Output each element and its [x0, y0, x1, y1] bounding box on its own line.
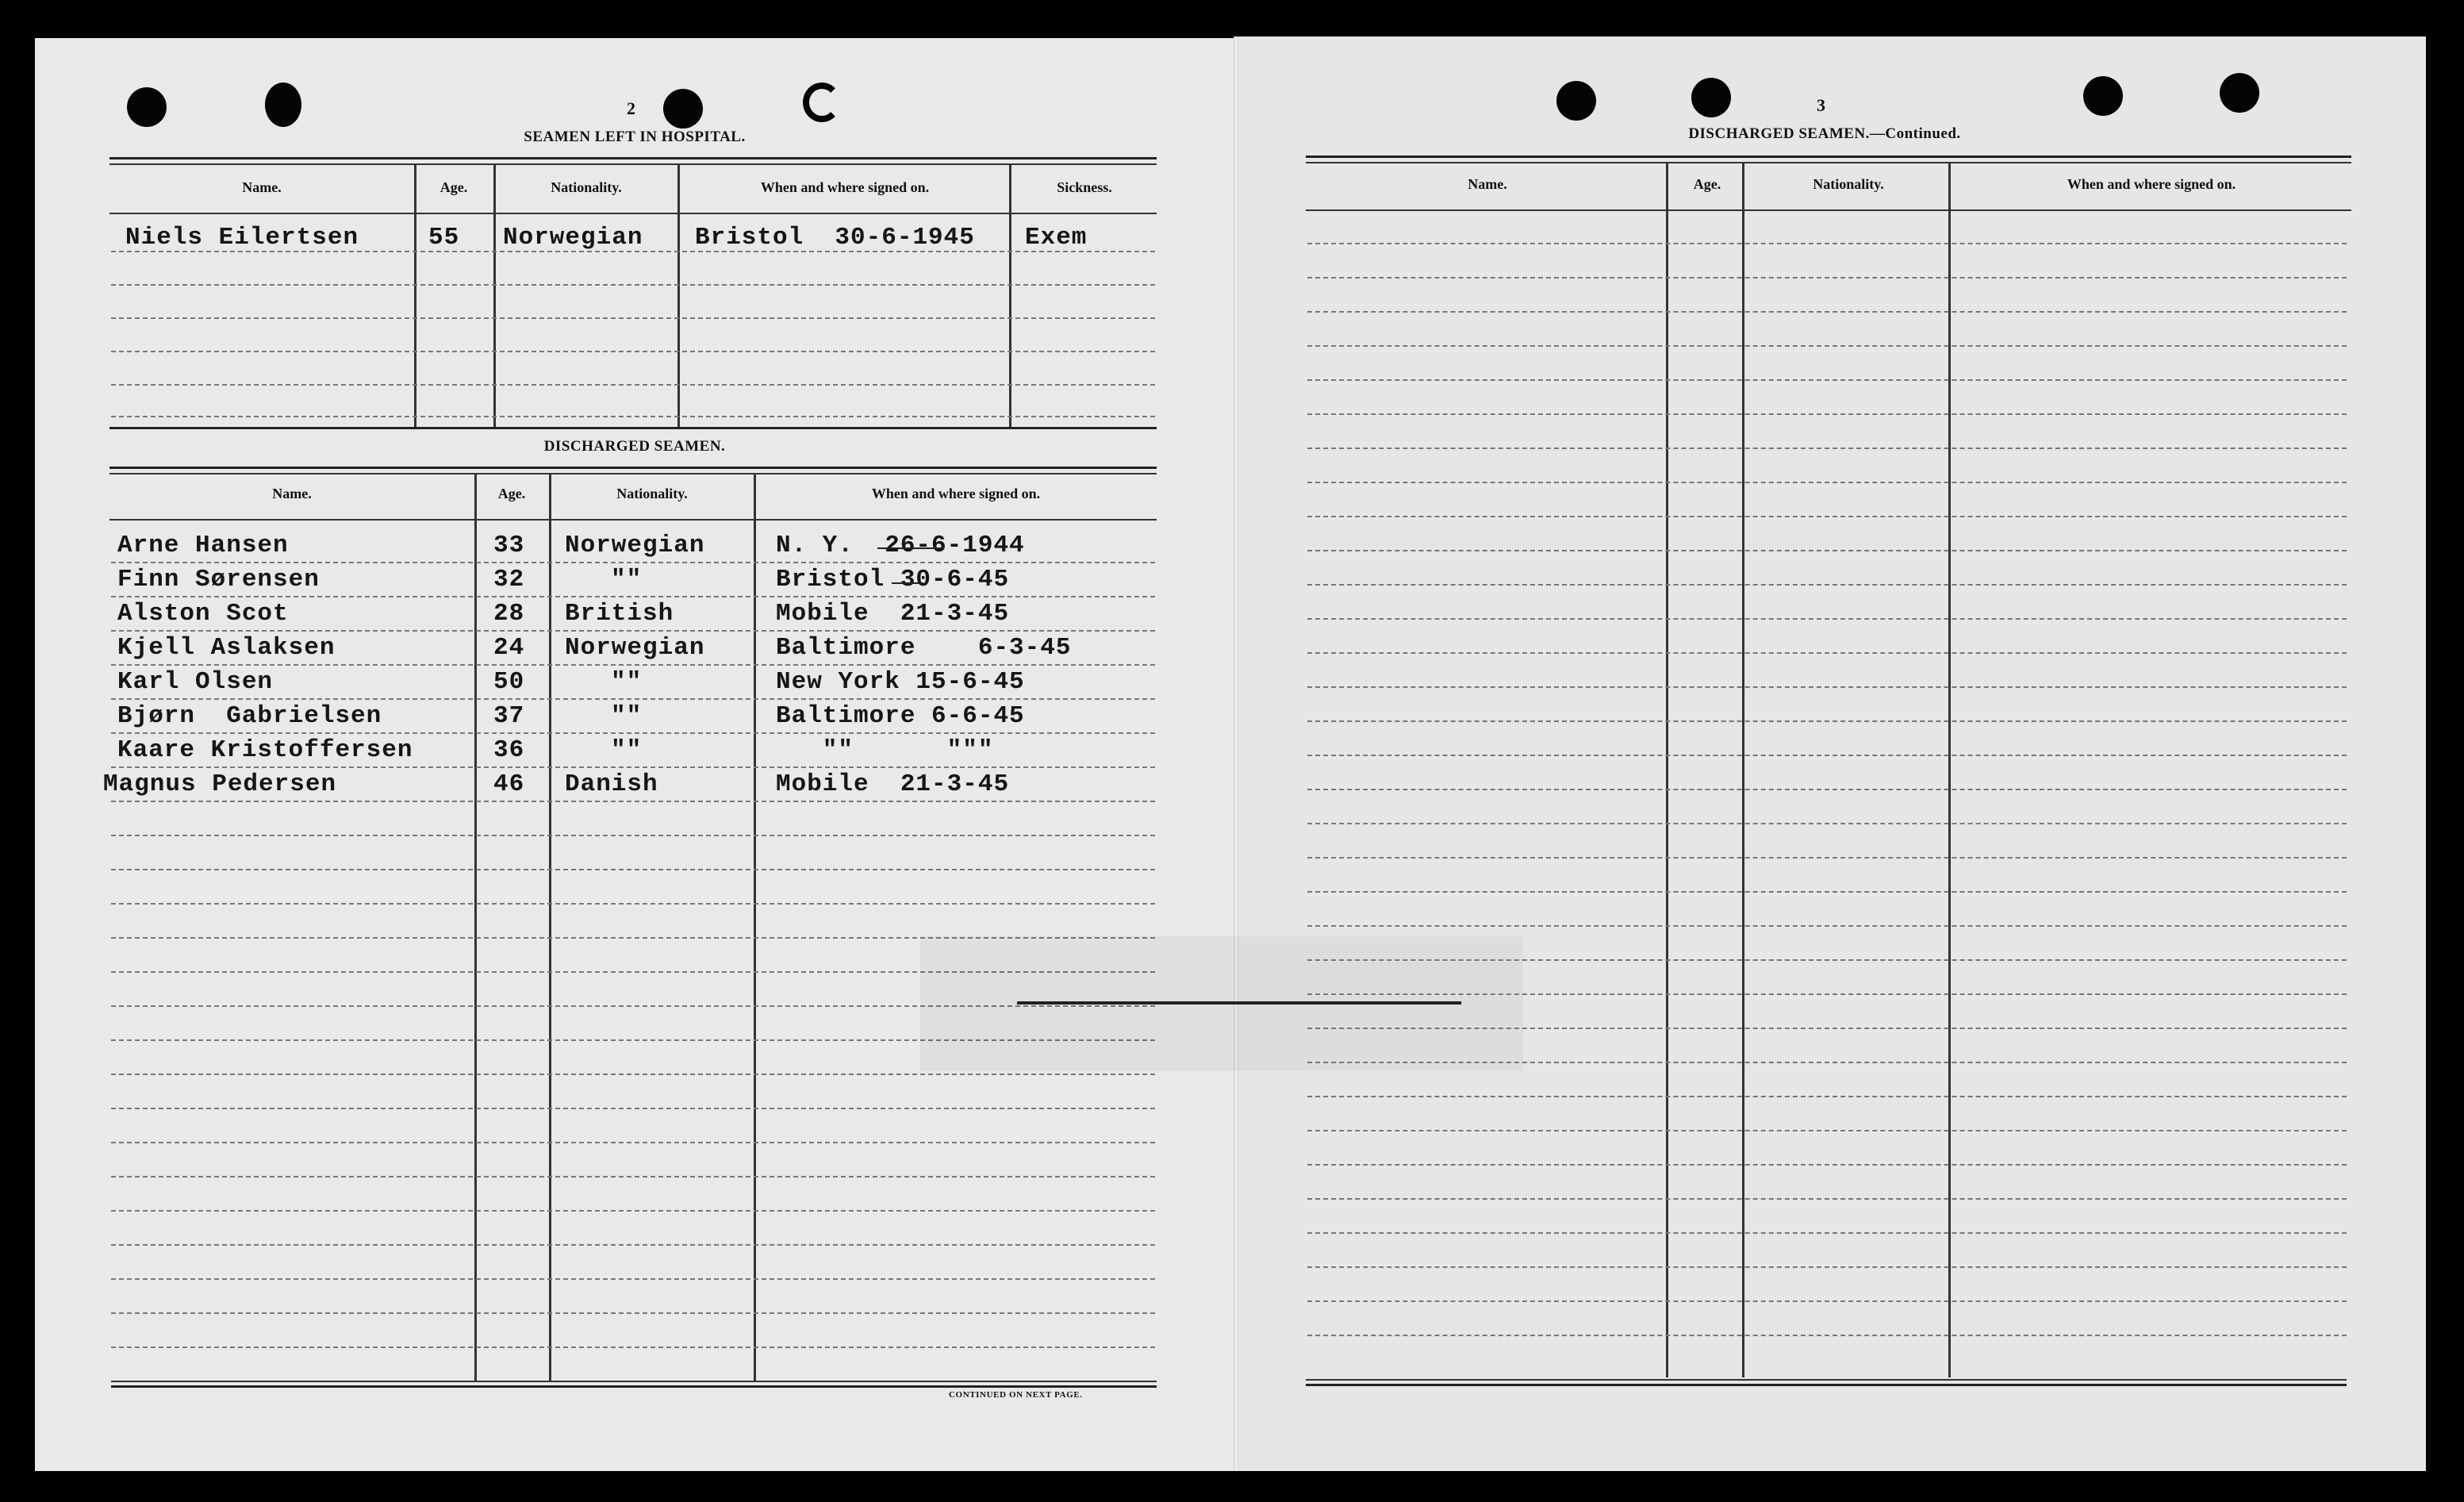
row-line: [1307, 1266, 2347, 1268]
discharged-name: Arne Hansen: [117, 532, 289, 559]
row-line: [1307, 925, 2347, 927]
col-nationality: Nationality.: [616, 486, 688, 501]
row-line: [1307, 311, 2347, 313]
discharged-age: 50: [493, 668, 525, 696]
page-number: 3: [1817, 95, 1825, 115]
row-line: [1307, 482, 2347, 483]
row-line: [1307, 891, 2347, 893]
col-age: Age.: [497, 486, 526, 501]
col-divider: [677, 165, 680, 427]
row-line: [111, 351, 1155, 352]
row-line: [111, 1142, 1155, 1143]
table-bottom-rule: [111, 1381, 1157, 1382]
discharged-signed-on: Baltimore 6-3-45: [776, 634, 1072, 662]
col-divider: [1009, 165, 1011, 427]
row-line: [1307, 720, 2347, 722]
table-bottom-rule: [1306, 1379, 2347, 1381]
smudge: [920, 936, 1523, 1071]
row-line: [111, 1108, 1155, 1109]
strike-mark: [877, 547, 944, 549]
header-rule: [109, 213, 1157, 214]
table-bottom-rule: [1306, 1384, 2347, 1386]
discharged-age: 37: [493, 702, 525, 730]
col-signed-on: When and where signed on.: [2067, 176, 2236, 192]
col-name: Name.: [242, 179, 282, 195]
row-line: [111, 1244, 1155, 1246]
punch-hole: [127, 87, 167, 127]
discharged-name: Finn Sørensen: [117, 566, 320, 594]
row-line: [111, 1278, 1155, 1280]
table-top-rule: [109, 157, 1157, 159]
row-line: [1307, 1062, 2347, 1063]
row-line: [1307, 959, 2347, 961]
discharged-signed-on: N. Y. 26-6-1944: [776, 532, 1025, 559]
row-line: [1307, 413, 2347, 415]
discharged-nationality: Norwegian: [565, 532, 705, 559]
table-top-rule: [1306, 156, 2351, 158]
col-name: Name.: [1468, 176, 1507, 192]
row-line: [1307, 1232, 2347, 1234]
col-age: Age.: [439, 179, 468, 195]
row-line: [1307, 516, 2347, 517]
discharged-signed-on: Mobile 21-3-45: [776, 600, 1010, 628]
hospital-section-title: SEAMEN LEFT IN HOSPITAL.: [524, 129, 746, 145]
discharged-nationality: "": [611, 736, 643, 764]
table-bottom-rule: [111, 1385, 1157, 1388]
row-line: [111, 732, 1155, 734]
discharged-nationality: Norwegian: [565, 634, 705, 662]
row-line: [1307, 755, 2347, 756]
row-line: [111, 562, 1155, 563]
header-rule: [109, 519, 1157, 521]
discharged-name: Alston Scot: [117, 600, 289, 628]
row-line: [111, 869, 1155, 870]
discharged-signed-on: Mobile 21-3-45: [776, 770, 1010, 798]
discharged-nationality: Danish: [565, 770, 658, 798]
hospital-sickness: Exem: [1025, 224, 1088, 252]
discharged-name: Magnus Pedersen: [103, 770, 337, 798]
hospital-nationality: Norwegian: [503, 224, 643, 252]
discharged-nationality: "": [611, 702, 643, 730]
row-line: [1307, 618, 2347, 620]
row-line: [1307, 1130, 2347, 1131]
col-signed-on: When and where signed on.: [871, 486, 1041, 501]
discharged-age: 32: [493, 566, 525, 594]
row-line: [111, 284, 1155, 286]
discharged-name: Karl Olsen: [117, 668, 274, 696]
discharged-nationality: "": [611, 566, 643, 594]
row-line: [111, 1176, 1155, 1177]
row-line: [1307, 686, 2347, 688]
discharged-signed-on: Baltimore 6-6-45: [776, 702, 1025, 730]
table-top-rule: [1306, 162, 2351, 163]
row-line: [1307, 1164, 2347, 1166]
punch-hole: [1556, 81, 1596, 121]
row-line: [111, 630, 1155, 632]
row-line: [1307, 823, 2347, 824]
row-line: [1307, 345, 2347, 347]
row-line: [111, 1346, 1155, 1348]
row-line: [1307, 1028, 2347, 1029]
col-nationality: Nationality.: [551, 179, 622, 195]
col-age: Age.: [1693, 176, 1721, 192]
punch-hole-partial: [803, 83, 841, 122]
row-line: [111, 1210, 1155, 1212]
discharged-age: 24: [493, 634, 525, 662]
continued-note: CONTINUED ON NEXT PAGE.: [949, 1390, 1083, 1400]
page-number: 2: [627, 98, 635, 118]
row-line: [111, 766, 1155, 768]
row-line: [111, 1312, 1155, 1314]
table-top-rule: [109, 473, 1157, 474]
col-divider: [414, 165, 416, 427]
row-line: [1307, 243, 2347, 244]
hospital-age: 55: [428, 224, 460, 252]
discharged-age: 28: [493, 600, 525, 628]
table-top-rule: [109, 163, 1157, 165]
row-line: [111, 384, 1155, 386]
col-divider: [493, 165, 496, 427]
row-line: [1307, 789, 2347, 790]
strike-mark: [892, 582, 923, 584]
hospital-name: Niels Eilertsen: [125, 224, 359, 252]
row-line: [111, 664, 1155, 666]
row-line: [1307, 1096, 2347, 1097]
row-line: [1307, 550, 2347, 551]
col-signed-on: When and where signed on.: [760, 179, 930, 195]
discharged-continued-title: DISCHARGED SEAMEN.—Continued.: [1688, 125, 1961, 142]
discharged-signed-on: New York 15-6-45: [776, 668, 1025, 696]
discharged-name: Kaare Kristoffersen: [117, 736, 413, 764]
discharged-age: 46: [493, 770, 525, 798]
row-line: [1307, 993, 2347, 995]
row-line: [1307, 1335, 2347, 1336]
row-line: [1307, 584, 2347, 586]
col-name: Name.: [272, 486, 312, 501]
section-rule: [109, 427, 1157, 429]
row-line: [1307, 379, 2347, 381]
col-sickness: Sickness.: [1057, 179, 1112, 195]
row-line: [111, 698, 1155, 700]
punch-hole: [265, 83, 301, 127]
col-nationality: Nationality.: [1813, 176, 1884, 192]
discharged-signed-on: Bristol 30-6-45: [776, 566, 1010, 594]
row-line: [111, 903, 1155, 905]
discharged-section-title: DISCHARGED SEAMEN.: [543, 438, 726, 455]
row-line: [111, 835, 1155, 836]
discharged-nationality: "": [611, 668, 643, 696]
page-fold: [1234, 36, 1238, 1471]
row-line: [1307, 277, 2347, 279]
discharged-name: Kjell Aslaksen: [117, 634, 336, 662]
right-page: [1236, 36, 2426, 1471]
row-line: [111, 317, 1155, 319]
discharged-nationality: British: [565, 600, 674, 628]
punch-hole: [663, 89, 703, 129]
row-line: [1307, 1198, 2347, 1200]
header-rule: [1306, 209, 2351, 211]
row-line: [111, 801, 1155, 802]
row-line: [111, 416, 1155, 417]
discharged-age: 36: [493, 736, 525, 764]
row-line: [111, 1074, 1155, 1075]
punch-hole: [2220, 73, 2259, 113]
row-line: [1307, 1300, 2347, 1302]
table-top-rule: [109, 467, 1157, 469]
row-line: [1307, 857, 2347, 859]
discharged-signed-on: "" """: [776, 736, 994, 764]
discharged-age: 33: [493, 532, 525, 559]
row-line: [1307, 448, 2347, 449]
punch-hole: [2083, 76, 2123, 116]
row-line: [111, 596, 1155, 597]
punch-hole: [1691, 78, 1731, 117]
discharged-name: Bjørn Gabrielsen: [117, 702, 382, 730]
row-line: [1307, 652, 2347, 654]
hospital-signed-on: Bristol 30-6-1945: [695, 224, 975, 252]
